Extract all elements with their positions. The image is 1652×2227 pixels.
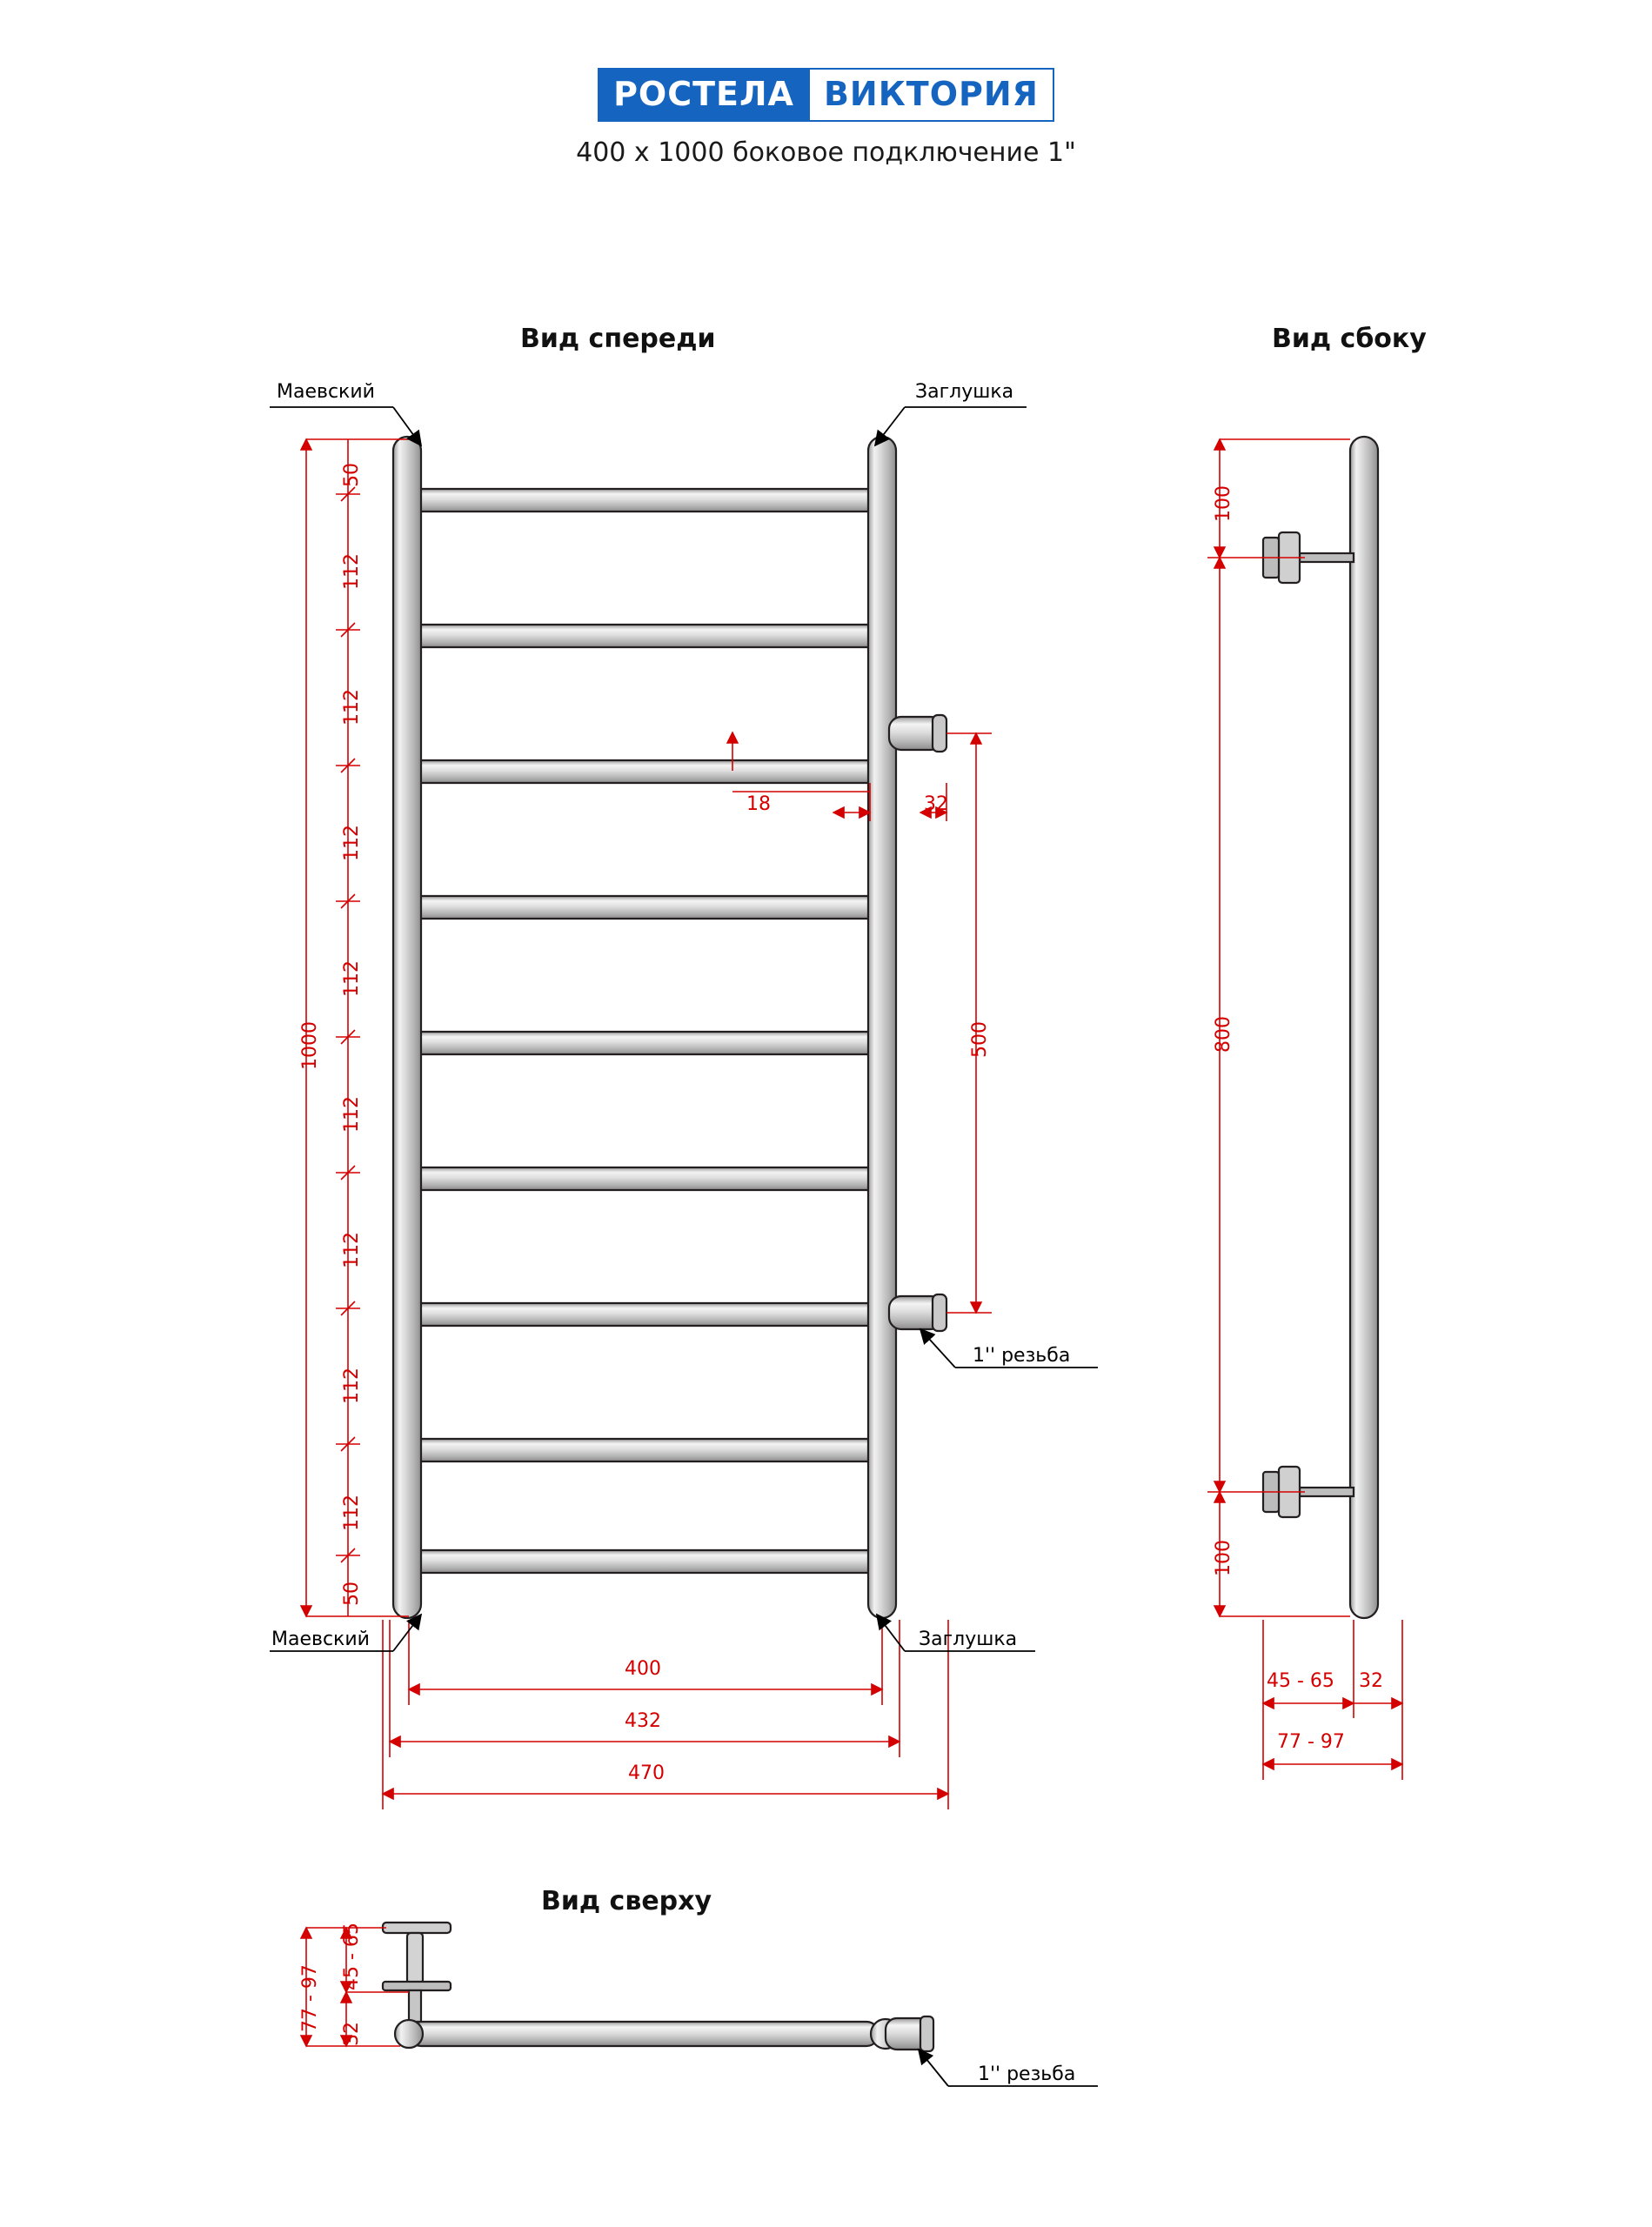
view-title-top: Вид сверху <box>541 1886 712 1916</box>
dim-side-800: 800 <box>1213 1016 1234 1053</box>
dim-offset-18: 18 <box>746 793 771 815</box>
dim-top-32: 32 <box>341 2022 363 2046</box>
dim-pitch-8: 112 <box>341 1495 363 1531</box>
dim-top-45-65: 45 - 65 <box>341 1923 363 1990</box>
dim-offset-32: 32 <box>924 793 948 815</box>
dim-pitch-7: 112 <box>341 1368 363 1404</box>
dim-connection-center: 500 <box>969 1021 991 1058</box>
callout-plug-top: Заглушка <box>915 381 1014 403</box>
dim-width-400: 400 <box>625 1658 661 1680</box>
dim-pitch-1: 112 <box>341 553 363 590</box>
dim-top-77-97: 77 - 97 <box>299 1964 321 2032</box>
view-title-side: Вид сбоку <box>1272 324 1427 354</box>
dim-width-432: 432 <box>625 1710 661 1732</box>
callout-maevsky-bottom: Маевский <box>271 1628 370 1650</box>
dim-pitch-5: 112 <box>341 1096 363 1133</box>
dim-pitch-2: 112 <box>341 689 363 726</box>
product-subtitle: 400 x 1000 боковое подключение 1" <box>576 137 1076 168</box>
dim-bracket-45-65: 45 - 65 <box>1267 1670 1334 1692</box>
dim-width-470: 470 <box>628 1762 665 1784</box>
callout-plug-bottom: Заглушка <box>919 1628 1018 1650</box>
callout-thread-front: 1'' резьба <box>973 1345 1071 1367</box>
dim-total-height: 1000 <box>299 1021 321 1070</box>
dim-bracket-77-97: 77 - 97 <box>1277 1731 1345 1753</box>
dim-bracket-32: 32 <box>1359 1670 1383 1692</box>
callout-maevsky-top: Маевский <box>277 381 375 403</box>
brand-name-primary: РОСТЕЛА <box>598 68 810 122</box>
brand-logo <box>0 68 1652 122</box>
view-title-front: Вид спереди <box>520 324 716 354</box>
dim-side-bottom-100: 100 <box>1213 1540 1234 1576</box>
dim-top-gap: 50 <box>341 463 363 487</box>
dim-pitch-4: 112 <box>341 960 363 997</box>
dim-pitch-3: 112 <box>341 825 363 861</box>
brand-name-secondary: ВИКТОРИЯ <box>810 68 1054 122</box>
callout-thread-top: 1'' резьба <box>978 2063 1076 2085</box>
dim-bottom-gap: 50 <box>341 1582 363 1606</box>
dim-side-top-100: 100 <box>1213 485 1234 522</box>
dim-pitch-6: 112 <box>341 1232 363 1268</box>
